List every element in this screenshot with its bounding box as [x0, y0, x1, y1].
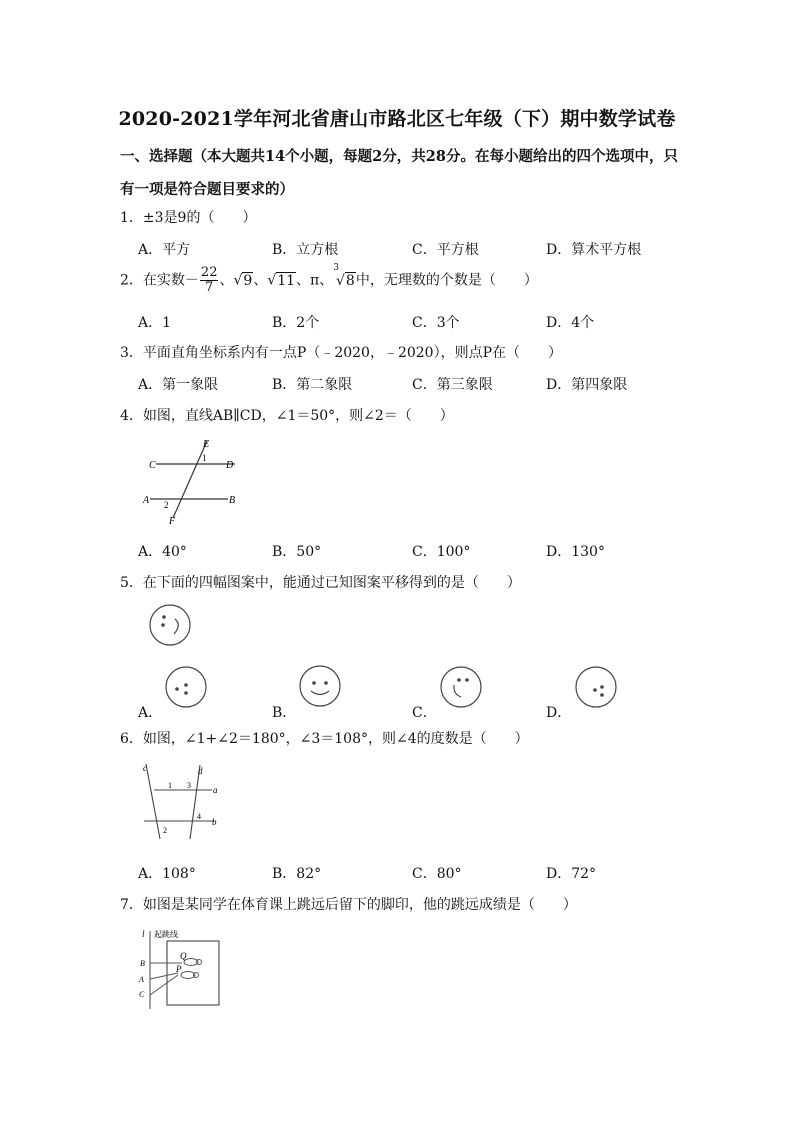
label-l: l: [142, 929, 145, 939]
q1-option-c: C．平方根: [412, 242, 479, 258]
question-2-text: [120, 263, 538, 295]
question-5-text: 5．在下面的四幅图案中，能通过已知图案平移得到的是（ ）: [120, 575, 521, 591]
label-c: C: [139, 990, 145, 999]
q4-option-c: C．100°: [412, 544, 471, 560]
q5-given-smiley-icon: [148, 603, 192, 647]
radical-sign: √: [233, 272, 243, 289]
q2-fraction-numerator: 22: [200, 265, 218, 280]
q5-option-c: C．: [412, 705, 437, 721]
radical-sign: √: [267, 272, 277, 289]
label-b: B: [140, 959, 145, 968]
q3-option-a: A．第一象限: [138, 377, 219, 393]
label-q: Q: [180, 951, 187, 961]
radicand: 11: [277, 272, 296, 289]
q2-sep1: 、: [219, 272, 234, 289]
q7-figure: [136, 925, 228, 1011]
q2-cbrt-8: [333, 263, 356, 289]
label-a: A: [139, 975, 144, 984]
page-title: 2020-2021学年河北省唐山市路北区七年级（下）期中数学试卷: [118, 108, 676, 130]
q6-option-d: D．72°: [546, 866, 597, 882]
q4-option-d: D．130°: [546, 544, 605, 560]
q3-option-c: C．第三象限: [412, 377, 493, 393]
section-header-line1: 一、选择题（本大题共14个小题，每题2分，共28分。在每小题给出的四个选项中，只: [120, 148, 678, 165]
q1-option-d: D．算术平方根: [546, 242, 642, 258]
q6-option-c: C．80°: [412, 866, 462, 882]
label-takeoff-line: 起跳线: [154, 930, 178, 939]
label-angle-3: 3: [187, 781, 191, 790]
label-f: F: [169, 516, 176, 526]
question-3-text: 3．平面直角坐标系内有一点P（﹣2020，﹣2020），则点P在（ ）: [120, 345, 563, 361]
q2-option-d: D．4个: [546, 315, 595, 331]
label-angle-2: 2: [164, 500, 169, 510]
q4-option-b: B．50°: [272, 544, 322, 560]
footprint-icon: [181, 972, 195, 979]
label-b: B: [229, 495, 236, 506]
label-angle-1: 1: [168, 781, 172, 790]
q5-option-d: D．: [546, 705, 572, 721]
q2-sep3: 、π、: [296, 272, 334, 289]
label-d: d: [198, 766, 203, 776]
q3-option-b: B．第二象限: [272, 377, 353, 393]
question-7-text: 7．如图是某同学在体育课上跳远后留下的脚印，他的跳远成绩是（ ）: [120, 897, 577, 913]
q4-figure: [140, 438, 250, 526]
label-angle-1: 1: [202, 453, 207, 463]
q2-suffix: 中，无理数的个数是（ ）: [355, 272, 538, 289]
q6-option-b: B．82°: [272, 866, 322, 882]
label-c: C: [149, 460, 156, 471]
radicand: 9: [243, 272, 253, 289]
q6-option-a: A．108°: [138, 866, 196, 882]
line-d: [190, 765, 200, 839]
radical-sign: √: [336, 272, 345, 289]
q2-prefix: 2．在实数: [120, 272, 185, 289]
radical-index: 3: [333, 263, 339, 273]
q2-option-a: A．1: [138, 315, 172, 331]
label-b: b: [212, 817, 217, 827]
q2-sep2: 、: [253, 272, 268, 289]
question-4-text: 4．如图，直线AB∥CD，∠1＝50°，则∠2＝（ ）: [120, 408, 454, 424]
label-a: A: [143, 495, 150, 506]
q5-option-d-smiley-icon: [574, 665, 618, 709]
label-angle-2: 2: [163, 826, 167, 835]
label-e: E: [203, 439, 210, 450]
q1-option-a: A．平方: [138, 242, 191, 258]
q2-option-b: B．2个: [272, 315, 320, 331]
label-p: P: [176, 964, 182, 974]
q2-option-c: C．3个: [412, 315, 460, 331]
q6-figure: [140, 761, 220, 841]
q5-option-a-smiley-icon: [164, 665, 208, 709]
q1-option-b: B．立方根: [272, 242, 339, 258]
label-angle-4: 4: [197, 812, 201, 821]
q5-option-c-smiley-icon: [439, 665, 483, 709]
question-1-text: 1．±3是9的（ ）: [120, 210, 257, 226]
q2-sqrt-11: [267, 272, 296, 289]
q4-option-a: A．40°: [138, 544, 187, 560]
q3-option-d: D．第四象限: [546, 377, 628, 393]
q2-minus: －: [184, 272, 199, 289]
q2-sqrt-9: [233, 272, 253, 289]
line-c: [146, 764, 160, 839]
section-header-line2: 有一项是符合题目要求的）: [120, 181, 294, 198]
footprint-icon: [184, 959, 198, 966]
label-d: D: [226, 460, 234, 471]
q5-option-b: B．: [272, 705, 297, 721]
q2-fraction-denominator: 7: [205, 280, 214, 295]
radicand: 8: [345, 272, 355, 289]
label-a: a: [213, 785, 218, 795]
q2-fraction: [200, 266, 219, 295]
q5-option-a: A．: [138, 705, 163, 721]
label-c: c: [143, 763, 147, 773]
question-6-text: 6．如图，∠1+∠2＝180°，∠3＝108°，则∠4的度数是（ ）: [120, 731, 529, 747]
q5-option-b-smiley-icon: [298, 664, 342, 708]
